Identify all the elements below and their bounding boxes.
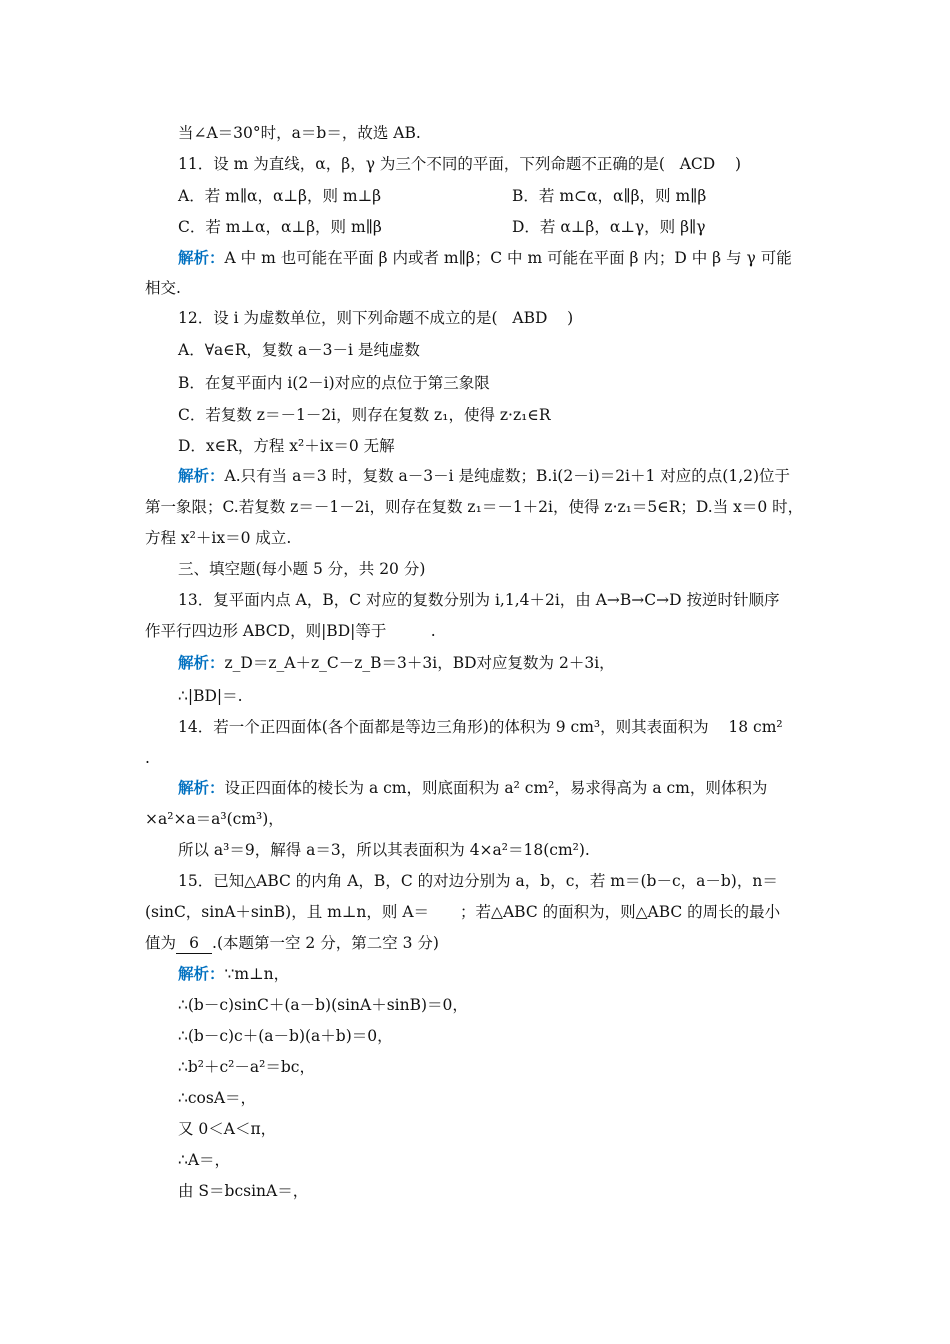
question-12-stem bbox=[178, 308, 573, 328]
paren-close: ) bbox=[567, 309, 574, 327]
question-15-line: (sinC，sinA＋sinB)，且 m⊥n，则 A＝ ；若△ABC 的面积为，则△ABC 的周长的最小 bbox=[145, 903, 781, 921]
question-11-stem bbox=[178, 154, 741, 174]
option-c: C．若 m⊥α，α⊥β，则 m∥β bbox=[178, 218, 382, 236]
option-b: B．在复平面内 i(2－i)对应的点位于第三象限 bbox=[178, 374, 490, 392]
question-15-line: 15．已知△ABC 的内角 A，B，C 的对边分别为 a，b，c，若 m＝(b－c，a－b)，n＝ bbox=[178, 872, 778, 890]
answer-text: ABD bbox=[512, 309, 548, 327]
solution-line: 第一象限；C.若复数 z＝－1－2i，则存在复数 z₁＝－1＋2i，使得 z·z₁＝5∈R；D.当 x＝0 时， bbox=[145, 498, 804, 516]
question-14-line: . bbox=[145, 749, 150, 767]
option-a: A．若 m∥α，α⊥β，则 m⊥β bbox=[178, 187, 382, 205]
question-15-line bbox=[145, 933, 439, 954]
solution-line: 又 0＜A＜π， bbox=[178, 1120, 277, 1138]
solution-text: A 中 m 也可能在平面 β 内或者 m∥β；C 中 m 可能在平面 β 内；D 中 β 与 γ 可能 bbox=[224, 249, 792, 267]
option-c: C．若复数 z＝－1－2i，则存在复数 z₁，使得 z·z₁∈R bbox=[178, 406, 551, 424]
solution-text: A.只有当 a＝3 时，复数 a－3－i 是纯虚数；B.i(2－i)＝2i＋1 对应的点(1,2)位于 bbox=[224, 467, 791, 485]
solution-line: ∴|BD|＝. bbox=[178, 687, 243, 705]
solution-label: 解析： bbox=[178, 248, 225, 267]
question-13-line: 13．复平面内点 A，B，C 对应的复数分别为 i,1,4＋2i，由 A→B→C→D 按逆时针顺序 bbox=[178, 591, 780, 609]
solution-line: 相交. bbox=[145, 279, 181, 297]
answer-blank: 6 bbox=[176, 933, 212, 954]
solution-text: 设正四面体的棱长为 a cm，则底面积为 a² cm²，易求得高为 a cm，则体积为 bbox=[224, 779, 768, 797]
solution-label: 解析： bbox=[178, 964, 225, 983]
answer-text: 18 cm² bbox=[728, 718, 783, 736]
solution-label: 解析： bbox=[178, 466, 225, 485]
question-text: 值为 bbox=[145, 934, 177, 952]
solution-line bbox=[178, 778, 767, 798]
solution-line: 由 S＝bcsinA＝， bbox=[178, 1182, 309, 1200]
solution-line: ∴A＝， bbox=[178, 1151, 231, 1169]
question-text: 12．设 i 为虚数单位，则下列命题不成立的是( bbox=[178, 309, 498, 327]
solution-line bbox=[178, 653, 615, 673]
solution-line: ∴(b－c)c＋(a－b)(a＋b)＝0， bbox=[178, 1027, 393, 1045]
section-heading: 三、填空题(每小题 5 分，共 20 分) bbox=[178, 560, 426, 578]
solution-text: ∵m⊥n， bbox=[224, 965, 290, 983]
solution-line: ×a²×a＝a³(cm³)， bbox=[145, 810, 284, 828]
option-b: B．若 m⊂α，α∥β，则 m∥β bbox=[512, 187, 707, 205]
option-d: D．x∈R，方程 x²＋ix＝0 无解 bbox=[178, 437, 395, 455]
solution-line: ∴b²＋c²－a²＝bc， bbox=[178, 1058, 315, 1076]
solution-label: 解析： bbox=[178, 778, 225, 797]
option-a: A．∀a∈R，复数 a－3－i 是纯虚数 bbox=[178, 341, 420, 359]
solution-line bbox=[178, 466, 790, 486]
option-d: D．若 α⊥β，α⊥γ，则 β∥γ bbox=[512, 218, 706, 236]
solution-line: 所以 a³＝9，解得 a＝3，所以其表面积为 4×a²＝18(cm²). bbox=[178, 841, 590, 859]
solution-line bbox=[178, 248, 792, 268]
question-14-line bbox=[178, 717, 783, 737]
period: . bbox=[430, 622, 436, 640]
question-text: 11．设 m 为直线，α，β，γ 为三个不同的平面，下列命题不正确的是( bbox=[178, 155, 665, 173]
paren-close: ) bbox=[734, 155, 741, 173]
solution-line: 方程 x²＋ix＝0 成立. bbox=[145, 529, 292, 547]
question-text: 14．若一个正四面体(各个面都是等边三角形)的体积为 9 cm³，则其表面积为 bbox=[178, 718, 709, 736]
solution-line bbox=[178, 964, 289, 984]
question-text: 作平行四边形 ABCD，则|BD|等于 bbox=[145, 622, 387, 640]
solution-text: z_D＝z_A＋z_C－z_B＝3＋3i，BD对应复数为 2＋3i， bbox=[224, 654, 615, 672]
solution-line: ∴(b－c)sinC＋(a－b)(sinA＋sinB)＝0， bbox=[178, 996, 468, 1014]
text-line: 当∠A＝30°时，a＝b＝，故选 AB. bbox=[178, 124, 421, 142]
question-text: .(本题第一空 2 分，第二空 3 分) bbox=[212, 934, 439, 952]
answer-text: ACD bbox=[679, 155, 716, 173]
solution-label: 解析： bbox=[178, 653, 225, 672]
solution-line: ∴cosA＝， bbox=[178, 1089, 257, 1107]
question-13-line bbox=[145, 621, 436, 641]
